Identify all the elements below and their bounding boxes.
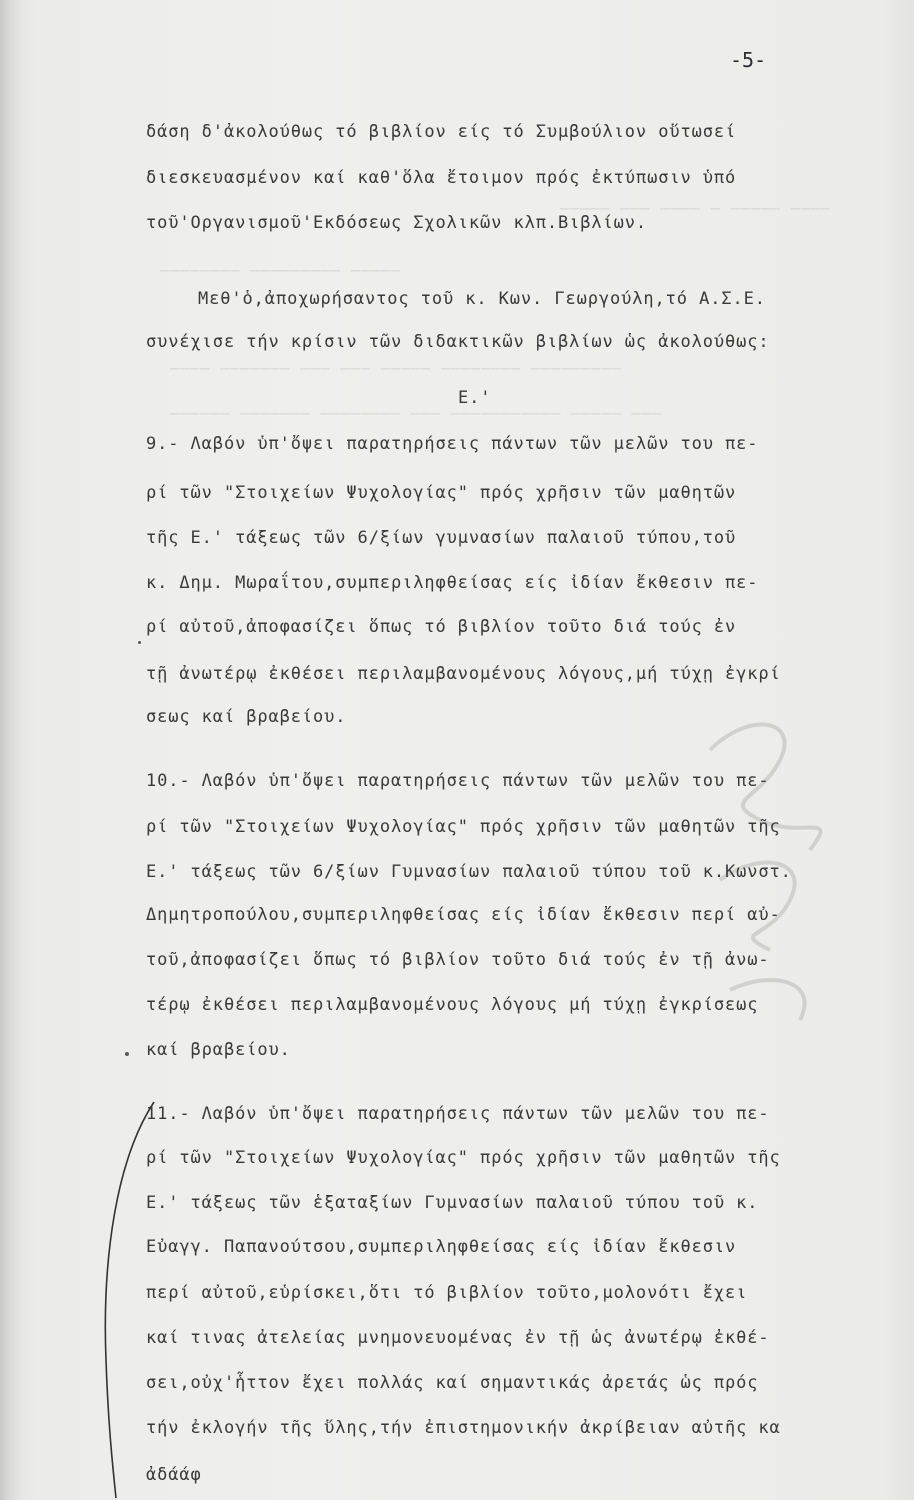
text-line: Ε.' τάξεως τῶν 6/ξίων Γυμνασίων παλαιοῦ τύπου τοῦ κ.Κωνστ. [146,862,792,882]
text-line: 10.- Λαβόν ὑπ'ὄψει παρατηρήσεις πάντων τῶν μελῶν του πε- [146,771,770,791]
text-line: ρί τῶν "Στοιχείων Ψυχολογίας" πρός χρῆσιν τῶν μαθητῶν τῆς [146,817,781,837]
margin-tick [125,1052,129,1056]
scan-edge-shadow [0,0,22,1500]
text-line: ρί τῶν "Στοιχείων Ψυχολογίας" πρός χρῆσιν τῶν μαθητῶν τῆς [146,1148,781,1168]
text-line: 11.- Λαβόν ὑπ'ὄψει παρατηρήσεις πάντων τῶν μελῶν του πε- [146,1104,770,1124]
page-number: -5- [730,48,767,72]
text-line: καί τινας ἀτελείας μνημονευομένας ἐν τῇ ὡς ἀνωτέρῳ ἐκθέ- [146,1328,770,1348]
text-line: 9.- Λαβόν ὑπ'ὄψει παρατηρήσεις πάντων τῶν μελῶν του πε- [146,434,759,454]
text-line: ρί τῶν "Στοιχείων Ψυχολογίας" πρός χρῆσιν τῶν μαθητῶν [146,483,737,503]
text-line: διεσκευασμένον καί καθ'ὅλα ἔτοιμον πρός ἐκτύπωσιν ὑπό [146,168,737,188]
text-line: συνέχισε τήν κρίσιν τῶν διδακτικῶν βιβλίων ὡς ἀκολούθως: [146,332,770,352]
section-label: Ε.' [458,388,492,408]
text-line: περί αὐτοῦ,εὑρίσκει,ὅτι τό βιβλίον τοῦτο,μολονότι ἔχει [146,1283,748,1303]
text-line: δάση δ'ἀκολούθως τό βιβλίον είς τό Συμβούλιον οὕτωσεί [146,122,737,142]
text-line: καί βραβείου. [146,1040,291,1060]
text-line: Μεθ'ὁ,ἀποχωρήσαντος τοῦ κ. Κων. Γεωργούλη,τό Α.Σ.Ε. [198,289,766,309]
reverse-side-bleed: ───── ─── ──── ─ ───── ──── [560,200,831,218]
text-line: Δημητροπούλου,συμπεριληφθείσας είς ἰδίαν ἔκθεσιν περί αὐ- [146,905,781,925]
margin-pen-arc [96,1100,156,1500]
text-line: τοῦ,ἀποφασίζει ὅπως τό βιβλίον τοῦτο διά τούς ἐν τῇ ἀνω- [146,950,770,970]
reverse-side-bleed: ──── ─────── ─── ─── ───── ──────── ───────── [170,360,622,378]
text-line: Εὐαγγ. Παπανούτσου,συμπεριληφθείσας είς ἰδίαν ἔκθεσιν [146,1237,737,1257]
text-line: κ. Δημ. Μωραΐτου,συμπεριληφθείσας είς ἰδίαν ἔκθεσιν πε- [146,573,759,593]
text-line: Ε.' τάξεως τῶν ἑξαταξίων Γυμνασίων παλαιοῦ τύπου τοῦ κ. [146,1193,759,1213]
text-line: τήν ἐκλογήν τῆς ὕλης,τήν ἐπιστημονικήν ἀκρίβειαν αὐτῆς κα [146,1418,781,1438]
text-line: τοῦ'Οργανισμοῦ'Εκδόσεως Σχολικῶν κλπ.Βιβλίων. [146,213,648,233]
struck-out-text: ἀδάάφ [146,1465,202,1485]
reverse-side-bleed: ──────── ───────── ───── [160,262,401,280]
text-line: τέρῳ ἐκθέσει περιλαμβανομένους λόγους μή τύχῃ ἐγκρίσεως [146,995,759,1015]
text-line: τῆς Ε.' τάξεως τῶν 6/ξίων γυμνασίων παλαιοῦ τύπου,τοῦ [146,528,737,548]
text-line: ρί αὐτοῦ,ἀποφασίζει ὅπως τό βιβλίον τοῦτο διά τούς ἐν [146,617,737,637]
margin-tick [138,641,141,644]
text-line: τῇ ἀνωτέρῳ ἐκθέσει περιλαμβανομένους λόγους,μή τύχῃ ἐγκρί [146,664,781,684]
text-line: σει,οὐχ'ἧττον ἔχει πολλάς καί σημαντικάς ἀρετάς ὡς πρός [146,1373,759,1393]
text-line: σεως καί βραβείου. [146,707,347,727]
reverse-side-bleed: ────── ─────── ──────── ─── ─────────── ───── ─── [170,405,662,423]
